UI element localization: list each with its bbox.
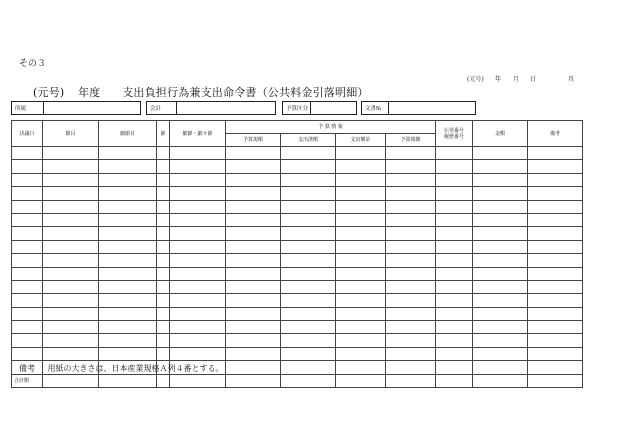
table-cell[interactable] bbox=[43, 254, 99, 267]
table-row bbox=[12, 213, 583, 226]
page-ref-day: 日 bbox=[530, 76, 537, 83]
table-cell[interactable] bbox=[281, 200, 336, 213]
table-cell[interactable] bbox=[436, 227, 473, 240]
table-cell[interactable] bbox=[473, 147, 528, 160]
col-shishutsu-zumi: 支出済額 bbox=[281, 134, 336, 147]
table-cell[interactable] bbox=[436, 160, 473, 173]
shozoku-field[interactable] bbox=[43, 101, 141, 115]
table-cell[interactable] bbox=[386, 200, 436, 213]
table-row bbox=[12, 200, 583, 213]
title-era: (元号) bbox=[33, 86, 65, 99]
table-cell[interactable] bbox=[12, 254, 43, 267]
table-cell[interactable] bbox=[336, 334, 386, 347]
title-main: 支出負担行為兼支出命令書（公共料金引落明細） bbox=[122, 86, 369, 99]
table-cell[interactable] bbox=[528, 187, 583, 200]
table-cell[interactable] bbox=[43, 280, 99, 293]
table-cell[interactable] bbox=[436, 321, 473, 334]
total-cell[interactable] bbox=[386, 374, 436, 387]
col-yosan-zan: 予算残額 bbox=[386, 134, 436, 147]
table-cell[interactable] bbox=[436, 200, 473, 213]
page-ref-era: (元号) bbox=[467, 76, 484, 83]
table-cell[interactable] bbox=[99, 227, 157, 240]
ledger-body bbox=[12, 147, 583, 388]
table-cell[interactable] bbox=[12, 213, 43, 226]
table-cell[interactable] bbox=[12, 160, 43, 173]
total-cell[interactable] bbox=[473, 374, 528, 387]
table-cell[interactable] bbox=[528, 213, 583, 226]
total-cell[interactable] bbox=[170, 374, 226, 387]
table-cell[interactable] bbox=[226, 334, 281, 347]
table-cell[interactable] bbox=[170, 187, 226, 200]
table-cell[interactable] bbox=[386, 240, 436, 253]
table-cell[interactable] bbox=[170, 227, 226, 240]
table-cell[interactable] bbox=[43, 187, 99, 200]
table-cell[interactable] bbox=[157, 347, 170, 360]
table-cell[interactable] bbox=[170, 334, 226, 347]
table-cell[interactable] bbox=[473, 267, 528, 280]
table-cell[interactable] bbox=[99, 187, 157, 200]
table-cell[interactable] bbox=[12, 334, 43, 347]
table-cell[interactable] bbox=[281, 173, 336, 186]
table-cell[interactable] bbox=[386, 227, 436, 240]
table-cell[interactable] bbox=[99, 347, 157, 360]
table-cell[interactable] bbox=[12, 347, 43, 360]
table-cell[interactable] bbox=[12, 294, 43, 307]
table-cell[interactable] bbox=[436, 307, 473, 320]
table-row bbox=[12, 334, 583, 347]
table-cell[interactable] bbox=[43, 294, 99, 307]
table-cell[interactable] bbox=[170, 200, 226, 213]
table-cell[interactable] bbox=[528, 361, 583, 374]
table-row bbox=[12, 254, 583, 267]
footer-note bbox=[19, 363, 224, 374]
table-cell[interactable] bbox=[12, 147, 43, 160]
table-cell[interactable] bbox=[281, 321, 336, 334]
table-cell[interactable] bbox=[157, 213, 170, 226]
table-cell[interactable] bbox=[226, 347, 281, 360]
table-cell[interactable] bbox=[43, 227, 99, 240]
table-cell[interactable] bbox=[99, 334, 157, 347]
table-cell[interactable] bbox=[226, 321, 281, 334]
table-cell[interactable] bbox=[12, 240, 43, 253]
table-cell[interactable] bbox=[157, 254, 170, 267]
table-cell[interactable] bbox=[226, 254, 281, 267]
table-cell[interactable] bbox=[473, 280, 528, 293]
table-row bbox=[12, 227, 583, 240]
sheet-number: その３ bbox=[19, 59, 47, 69]
table-cell[interactable] bbox=[12, 200, 43, 213]
table-cell[interactable] bbox=[12, 321, 43, 334]
table-cell[interactable] bbox=[528, 280, 583, 293]
page-ref-page: 頁 bbox=[568, 76, 575, 83]
page-ref-year: 年 bbox=[495, 76, 502, 83]
table-cell[interactable] bbox=[386, 213, 436, 226]
table-cell[interactable] bbox=[386, 334, 436, 347]
table-cell[interactable] bbox=[473, 361, 528, 374]
table-cell[interactable] bbox=[436, 347, 473, 360]
table-cell[interactable] bbox=[528, 227, 583, 240]
total-cell[interactable] bbox=[336, 374, 386, 387]
table-cell[interactable] bbox=[281, 267, 336, 280]
table-cell[interactable] bbox=[386, 173, 436, 186]
table-cell[interactable] bbox=[226, 294, 281, 307]
table-cell[interactable] bbox=[386, 307, 436, 320]
table-cell[interactable] bbox=[157, 280, 170, 293]
table-cell[interactable] bbox=[281, 280, 336, 293]
table-cell[interactable] bbox=[528, 294, 583, 307]
table-cell[interactable] bbox=[281, 227, 336, 240]
table-cell[interactable] bbox=[386, 294, 436, 307]
table-cell[interactable] bbox=[336, 361, 386, 374]
table-cell[interactable] bbox=[226, 361, 281, 374]
table-cell[interactable] bbox=[281, 307, 336, 320]
table-cell[interactable] bbox=[99, 213, 157, 226]
table-cell[interactable] bbox=[43, 200, 99, 213]
table-cell[interactable] bbox=[99, 267, 157, 280]
table-cell[interactable] bbox=[281, 147, 336, 160]
table-cell[interactable] bbox=[99, 160, 157, 173]
table-cell[interactable] bbox=[436, 173, 473, 186]
table-cell[interactable] bbox=[336, 160, 386, 173]
table-cell[interactable] bbox=[43, 160, 99, 173]
table-cell[interactable] bbox=[170, 321, 226, 334]
table-cell[interactable] bbox=[528, 173, 583, 186]
table-cell[interactable] bbox=[473, 173, 528, 186]
table-cell[interactable] bbox=[436, 361, 473, 374]
total-cell[interactable] bbox=[157, 374, 170, 387]
table-cell[interactable] bbox=[170, 280, 226, 293]
table-cell[interactable] bbox=[99, 200, 157, 213]
table-cell[interactable] bbox=[336, 147, 386, 160]
table-row bbox=[12, 280, 583, 293]
table-cell[interactable] bbox=[473, 240, 528, 253]
table-cell[interactable] bbox=[386, 347, 436, 360]
table-cell[interactable] bbox=[386, 254, 436, 267]
table-cell[interactable] bbox=[99, 307, 157, 320]
table-cell[interactable] bbox=[436, 240, 473, 253]
table-cell[interactable] bbox=[336, 254, 386, 267]
table-cell[interactable] bbox=[473, 187, 528, 200]
table-cell[interactable] bbox=[436, 334, 473, 347]
table-cell[interactable] bbox=[43, 147, 99, 160]
table-row bbox=[12, 240, 583, 253]
col-denpyo: 伝票番号 履歴番号 bbox=[436, 121, 473, 147]
table-row bbox=[12, 267, 583, 280]
bunsho-no-label: 文書№ bbox=[361, 101, 388, 115]
table-cell[interactable] bbox=[473, 307, 528, 320]
table-cell[interactable] bbox=[43, 240, 99, 253]
table-cell[interactable] bbox=[473, 254, 528, 267]
table-cell[interactable] bbox=[99, 254, 157, 267]
table-cell[interactable] bbox=[281, 294, 336, 307]
total-cell[interactable] bbox=[99, 374, 157, 387]
table-cell[interactable] bbox=[226, 307, 281, 320]
col-koumoku: 細節目 bbox=[99, 121, 157, 147]
table-cell[interactable] bbox=[436, 294, 473, 307]
table-cell[interactable] bbox=[157, 321, 170, 334]
table-cell[interactable] bbox=[170, 347, 226, 360]
table-cell[interactable] bbox=[436, 213, 473, 226]
form-title bbox=[33, 84, 379, 100]
bunsho-no-field[interactable] bbox=[388, 101, 476, 115]
col-kingaku: 金額 bbox=[473, 121, 528, 147]
table-cell[interactable] bbox=[12, 173, 43, 186]
table-cell[interactable] bbox=[528, 240, 583, 253]
table-row bbox=[12, 147, 583, 160]
table-cell[interactable] bbox=[281, 187, 336, 200]
total-row bbox=[12, 374, 583, 387]
table-cell[interactable] bbox=[226, 213, 281, 226]
table-cell[interactable] bbox=[336, 347, 386, 360]
col-kan: 節目 bbox=[43, 121, 99, 147]
table-cell[interactable] bbox=[473, 334, 528, 347]
table-cell[interactable] bbox=[473, 294, 528, 307]
table-cell[interactable] bbox=[336, 240, 386, 253]
title-year: 年度 bbox=[78, 86, 101, 99]
table-cell[interactable] bbox=[99, 294, 157, 307]
table-cell[interactable] bbox=[336, 267, 386, 280]
table-cell[interactable] bbox=[226, 173, 281, 186]
table-cell[interactable] bbox=[436, 280, 473, 293]
table-cell[interactable] bbox=[170, 173, 226, 186]
total-label: 合計額 bbox=[12, 374, 43, 387]
table-cell[interactable] bbox=[12, 187, 43, 200]
kaikei-label: 会計 bbox=[146, 101, 176, 115]
table-cell[interactable] bbox=[226, 160, 281, 173]
table-row bbox=[12, 347, 583, 360]
table-cell[interactable] bbox=[12, 227, 43, 240]
table-row bbox=[12, 294, 583, 307]
table-cell[interactable] bbox=[336, 187, 386, 200]
table-cell[interactable] bbox=[528, 160, 583, 173]
col-shishutsu-kei: 支出額計 bbox=[336, 134, 386, 147]
table-cell[interactable] bbox=[157, 187, 170, 200]
table-cell[interactable] bbox=[528, 321, 583, 334]
table-cell[interactable] bbox=[386, 321, 436, 334]
table-cell[interactable] bbox=[473, 160, 528, 173]
table-cell[interactable] bbox=[281, 361, 336, 374]
total-cell[interactable] bbox=[528, 374, 583, 387]
col-biko: 備考 bbox=[528, 121, 583, 147]
total-cell[interactable] bbox=[43, 374, 99, 387]
total-cell[interactable] bbox=[226, 374, 281, 387]
col-yosan-gaku: 予算現額 bbox=[226, 134, 281, 147]
table-cell[interactable] bbox=[473, 347, 528, 360]
table-row bbox=[12, 187, 583, 200]
table-cell[interactable] bbox=[281, 160, 336, 173]
table-cell[interactable] bbox=[226, 227, 281, 240]
table-cell[interactable] bbox=[99, 280, 157, 293]
table-cell[interactable] bbox=[170, 267, 226, 280]
table-cell[interactable] bbox=[43, 334, 99, 347]
table-cell[interactable] bbox=[386, 187, 436, 200]
table-cell[interactable] bbox=[157, 307, 170, 320]
note-label: 備考 bbox=[19, 364, 35, 373]
table-cell[interactable] bbox=[386, 361, 436, 374]
table-cell[interactable] bbox=[386, 280, 436, 293]
table-cell[interactable] bbox=[43, 347, 99, 360]
table-cell[interactable] bbox=[157, 160, 170, 173]
table-cell[interactable] bbox=[12, 307, 43, 320]
table-cell[interactable] bbox=[436, 267, 473, 280]
table-cell[interactable] bbox=[336, 294, 386, 307]
table-cell[interactable] bbox=[226, 240, 281, 253]
table-cell[interactable] bbox=[528, 200, 583, 213]
table-cell[interactable] bbox=[226, 267, 281, 280]
table-cell[interactable] bbox=[157, 173, 170, 186]
table-cell[interactable] bbox=[157, 227, 170, 240]
ledger-table bbox=[11, 120, 583, 388]
table-cell[interactable] bbox=[336, 200, 386, 213]
table-cell[interactable] bbox=[170, 254, 226, 267]
table-cell[interactable] bbox=[99, 147, 157, 160]
yosan-kubun-label: 予算区分 bbox=[282, 101, 310, 115]
table-cell[interactable] bbox=[226, 280, 281, 293]
table-cell[interactable] bbox=[436, 187, 473, 200]
table-cell[interactable] bbox=[170, 213, 226, 226]
total-cell[interactable] bbox=[436, 374, 473, 387]
table-cell[interactable] bbox=[157, 147, 170, 160]
table-cell[interactable] bbox=[386, 160, 436, 173]
table-cell[interactable] bbox=[281, 334, 336, 347]
table-cell[interactable] bbox=[336, 280, 386, 293]
table-cell[interactable] bbox=[157, 240, 170, 253]
table-cell[interactable] bbox=[528, 254, 583, 267]
table-row bbox=[12, 321, 583, 334]
col-saisetsu: 細節・細々節 bbox=[170, 121, 226, 147]
table-cell[interactable] bbox=[12, 280, 43, 293]
table-cell[interactable] bbox=[528, 334, 583, 347]
table-cell[interactable] bbox=[99, 173, 157, 186]
note-text: 用紙の大きさは、日本産業規格Ａ列４番とする。 bbox=[47, 364, 224, 373]
table-cell[interactable] bbox=[528, 267, 583, 280]
table-cell[interactable] bbox=[43, 307, 99, 320]
yosan-kubun-field[interactable] bbox=[310, 101, 357, 115]
table-cell[interactable] bbox=[281, 240, 336, 253]
table-cell[interactable] bbox=[170, 307, 226, 320]
table-cell[interactable] bbox=[226, 187, 281, 200]
table-cell[interactable] bbox=[473, 227, 528, 240]
table-cell[interactable] bbox=[336, 173, 386, 186]
table-cell[interactable] bbox=[170, 160, 226, 173]
col-setsu: 節 bbox=[157, 121, 170, 147]
table-cell[interactable] bbox=[528, 147, 583, 160]
table-cell[interactable] bbox=[99, 321, 157, 334]
table-cell[interactable] bbox=[43, 173, 99, 186]
page-ref-month: 月 bbox=[513, 76, 520, 83]
table-cell[interactable] bbox=[336, 307, 386, 320]
table-cell[interactable] bbox=[157, 267, 170, 280]
table-row bbox=[12, 307, 583, 320]
table-cell[interactable] bbox=[170, 147, 226, 160]
table-cell[interactable] bbox=[528, 347, 583, 360]
table-cell[interactable] bbox=[226, 147, 281, 160]
col-yosan-group: 予 算 情 報 bbox=[226, 121, 436, 134]
shozoku-label: 所属 bbox=[11, 101, 43, 115]
table-cell[interactable] bbox=[281, 213, 336, 226]
table-cell[interactable] bbox=[99, 240, 157, 253]
table-cell[interactable] bbox=[473, 200, 528, 213]
table-cell[interactable] bbox=[170, 294, 226, 307]
table-cell[interactable] bbox=[336, 321, 386, 334]
table-cell[interactable] bbox=[473, 213, 528, 226]
table-cell[interactable] bbox=[436, 254, 473, 267]
table-cell[interactable] bbox=[43, 267, 99, 280]
table-cell[interactable] bbox=[157, 334, 170, 347]
table-row bbox=[12, 173, 583, 186]
table-cell[interactable] bbox=[12, 267, 43, 280]
col-kessai-bi: 決議日 bbox=[12, 121, 43, 147]
table-cell[interactable] bbox=[170, 240, 226, 253]
table-cell[interactable] bbox=[157, 294, 170, 307]
table-cell[interactable] bbox=[386, 147, 436, 160]
table-cell[interactable] bbox=[281, 347, 336, 360]
table-cell[interactable] bbox=[43, 321, 99, 334]
table-cell[interactable] bbox=[336, 213, 386, 226]
table-cell[interactable] bbox=[157, 200, 170, 213]
kaikei-field[interactable] bbox=[176, 101, 276, 115]
table-row bbox=[12, 160, 583, 173]
table-cell[interactable] bbox=[528, 307, 583, 320]
table-cell[interactable] bbox=[336, 227, 386, 240]
table-cell[interactable] bbox=[43, 213, 99, 226]
table-cell[interactable] bbox=[226, 200, 281, 213]
total-cell[interactable] bbox=[281, 374, 336, 387]
table-cell[interactable] bbox=[386, 267, 436, 280]
table-cell[interactable] bbox=[473, 321, 528, 334]
table-cell[interactable] bbox=[281, 254, 336, 267]
table-cell[interactable] bbox=[436, 147, 473, 160]
